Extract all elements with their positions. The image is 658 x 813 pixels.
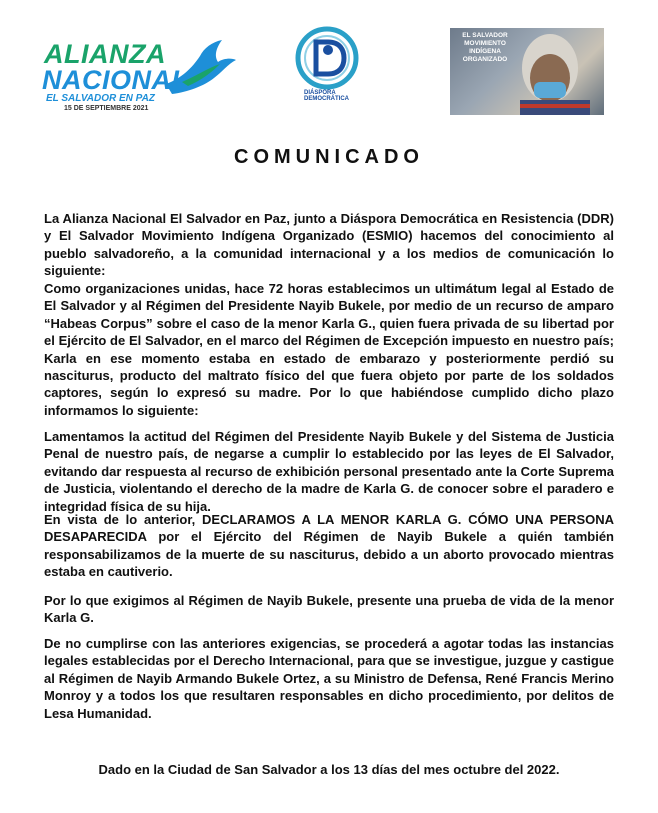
- paragraph-consecuencias: De no cumplirse con las anteriores exigencias, se procederá a agotar todas las instancias legales establecidas por el Derecho Internacional, para que se investigue, juzgue y castigue al Régimen de Nayib Armando Bukele Ortez, a su Ministro de Defensa, René Francis Merino Monroy y a todos los que resultaren responsables en dicho procedimiento, por delitos de Lesa Humanidad.: [44, 636, 614, 721]
- alianza-nacional-logo: [38, 34, 236, 114]
- ddr-label: DIÁSPORA DEMOCRÁTICA: [304, 90, 349, 102]
- paragraph-intro: La Alianza Nacional El Salvador en Paz, junto a Diáspora Democrática en Resistencia (DDR) y El Salvador Movimiento Indígena Organizado (ESMIO) hacemos del conocimiento al pueblo salvadoreño, a la comunidad internacional y a los medios de comunicación lo siguiente:: [44, 211, 614, 279]
- diaspora-democratica-logo: [290, 26, 364, 104]
- logo-line-nacional: NACIONAL: [42, 65, 189, 95]
- page-title: COMUNICADO: [234, 146, 424, 168]
- paragraph-lamentamos: Lamentamos la actitud del Régimen del Presidente Nayib Bukele y del Sistema de Justicia Penal de nuestro país, de negarse a cumplir lo establecido por las leyes de El Salvador, evitando dar respuesta al recurso de exhibición personal presentado ante la Corte Suprema de Justicia, violentando el derecho de la madre de Karla G. de conocer sobre el paradero e integridad física de su hija.: [44, 429, 614, 514]
- logo-line-el-salvador-en-paz: EL SALVADOR EN PAZ: [46, 93, 155, 104]
- paragraph-ultimatum: Como organizaciones unidas, hace 72 horas establecimos un ultimátum legal al Estado de El Salvador y al Régimen del Presidente Nayib Bukele, por medio de un recurso de amparo “Habeas Corpus” sobre el caso de la menor Karla G., quien fuera privada de su libertad por el Ejército de El Salvador, en el marco del Régimen de Excepción impuesto en nuestro país; Karla en ese momento estaba en estado de embarazo y posteriormente perdió su nasciturus, producto del maltrato físico del que fuera objeto por parte de los soldados captores, según lo expresó su madre. Por lo que habiéndose cumplido dicho plazo informamos lo siguiente:: [44, 281, 614, 418]
- ddr-emblem-icon: [290, 26, 364, 90]
- esmio-label: EL SALVADOR MOVIMIENTO INDÍGENA ORGANIZADO: [462, 32, 508, 63]
- paragraph-exigimos: Por lo que exigimos al Régimen de Nayib Bukele, presente una prueba de vida de la menor Karla G.: [44, 593, 614, 626]
- closing-line: Dado en la Ciudad de San Salvador a los 13 días del mes octubre del 2022.: [98, 762, 560, 777]
- paragraph-declaramos: En vista de lo anterior, DECLARAMOS A LA MENOR KARLA G. CÓMO UNA PERSONA DESAPARECIDA por el Ejército del Régimen de Nayib Bukele a quién también responsabilizamos de la muerte de su nasciturus, debido a un aborto provocado mientras estaba en cautiverio.: [44, 512, 614, 580]
- logo-date: 15 DE SEPTIEMBRE 2021: [64, 105, 149, 112]
- logo-line-alianza: ALIANZA: [44, 39, 166, 69]
- esmio-logo-photo: [450, 28, 604, 115]
